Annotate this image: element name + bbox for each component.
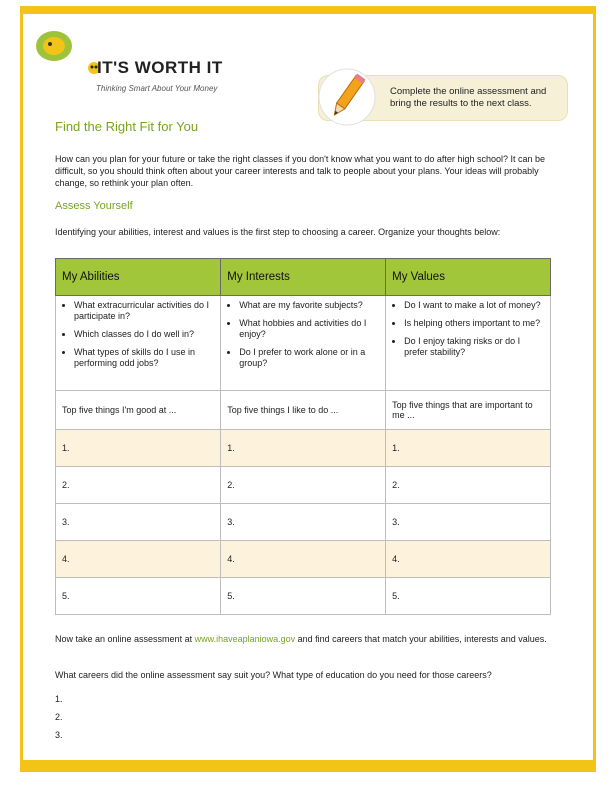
- interests-entry-2[interactable]: 2.: [221, 467, 386, 504]
- text-span: Now take an online assessment at: [55, 634, 195, 644]
- interests-entry-1[interactable]: 1.: [221, 430, 386, 467]
- interests-entry-5[interactable]: 5.: [221, 578, 386, 615]
- list-item: • What extracurricular activities do I participate in?: [74, 300, 214, 322]
- abilities-entry-3[interactable]: 3.: [56, 504, 221, 541]
- abilities-questions: [56, 296, 221, 391]
- table-row: [56, 578, 551, 615]
- left-border: [20, 6, 23, 772]
- logo-tagline: Thinking Smart About Your Money: [96, 84, 218, 93]
- list-item: • Is helping others important to me?: [404, 318, 544, 329]
- header-abilities: My Abilities: [56, 259, 221, 296]
- abilities-entry-5[interactable]: 5.: [56, 578, 221, 615]
- values-entry-2[interactable]: 2.: [386, 467, 551, 504]
- answer-line-2[interactable]: 2.: [55, 712, 63, 722]
- interests-top5-label: Top five things I like to do ...: [221, 391, 386, 430]
- values-entry-3[interactable]: 3.: [386, 504, 551, 541]
- list-item: • Which classes do I do well in?: [74, 329, 214, 340]
- values-questions: [386, 296, 551, 391]
- table-row: [56, 541, 551, 578]
- text-span: and find careers that match your abilities, interests and values.: [295, 634, 547, 644]
- header-values: My Values: [386, 259, 551, 296]
- callout-text: Complete the online assessment and bring the results to the next class.: [390, 86, 547, 109]
- list-item: • What types of skills do I use in performing odd jobs?: [74, 347, 214, 369]
- answer-line-1[interactable]: 1.: [55, 694, 63, 704]
- careers-question: What careers did the online assessment say suit you? What type of education do you need for those careers?: [55, 670, 492, 680]
- list-item: • Do I prefer to work alone or in a group?: [239, 347, 379, 369]
- values-entry-5[interactable]: 5.: [386, 578, 551, 615]
- pencil-icon: [316, 66, 378, 128]
- list-item: • Do I enjoy taking risks or do I prefer stability?: [404, 336, 544, 358]
- abilities-entry-2[interactable]: 2.: [56, 467, 221, 504]
- answer-line-3[interactable]: 3.: [55, 730, 63, 740]
- table-row: [56, 430, 551, 467]
- self-assessment-table: [55, 258, 551, 615]
- interests-questions: [221, 296, 386, 391]
- intro-paragraph: How can you plan for your future or take the right classes if you don't know what you want to do after high school? It can be difficult, so you should think often about your career interests and talk to people about your plans. Your ideas will probably change, so rethink your plan often.: [55, 154, 545, 188]
- abilities-top5-label: Top five things I'm good at ...: [56, 391, 221, 430]
- instructions-text: Identifying your abilities, interest and values is the first step to choosing a career. Organize your thoughts below:: [55, 227, 501, 237]
- values-top5-label: Top five things that are important to me ...: [386, 391, 551, 430]
- abilities-entry-4[interactable]: 4.: [56, 541, 221, 578]
- section-title: Assess Yourself: [55, 200, 133, 212]
- values-entry-4[interactable]: 4.: [386, 541, 551, 578]
- right-border: [593, 6, 596, 772]
- table-row: [56, 504, 551, 541]
- interests-entry-3[interactable]: 3.: [221, 504, 386, 541]
- answer-lines: [55, 694, 63, 748]
- list-item: • Do I want to make a lot of money?: [404, 300, 544, 311]
- values-entry-1[interactable]: 1.: [386, 430, 551, 467]
- list-item: • What hobbies and activities do I enjoy?: [239, 318, 379, 340]
- top-border: [20, 6, 596, 14]
- logo-text: IT'S WORTH IT: [97, 58, 223, 77]
- abilities-entry-1[interactable]: 1.: [56, 430, 221, 467]
- header-interests: My Interests: [221, 259, 386, 296]
- online-assessment-text: [55, 633, 575, 645]
- list-item: • What are my favorite subjects?: [239, 300, 379, 311]
- interests-entry-4[interactable]: 4.: [221, 541, 386, 578]
- table-row: [56, 467, 551, 504]
- page-title: Find the Right Fit for You: [55, 119, 199, 134]
- assessment-link[interactable]: www.ihaveaplaniowa.gov: [194, 634, 296, 644]
- bottom-border: [20, 760, 596, 772]
